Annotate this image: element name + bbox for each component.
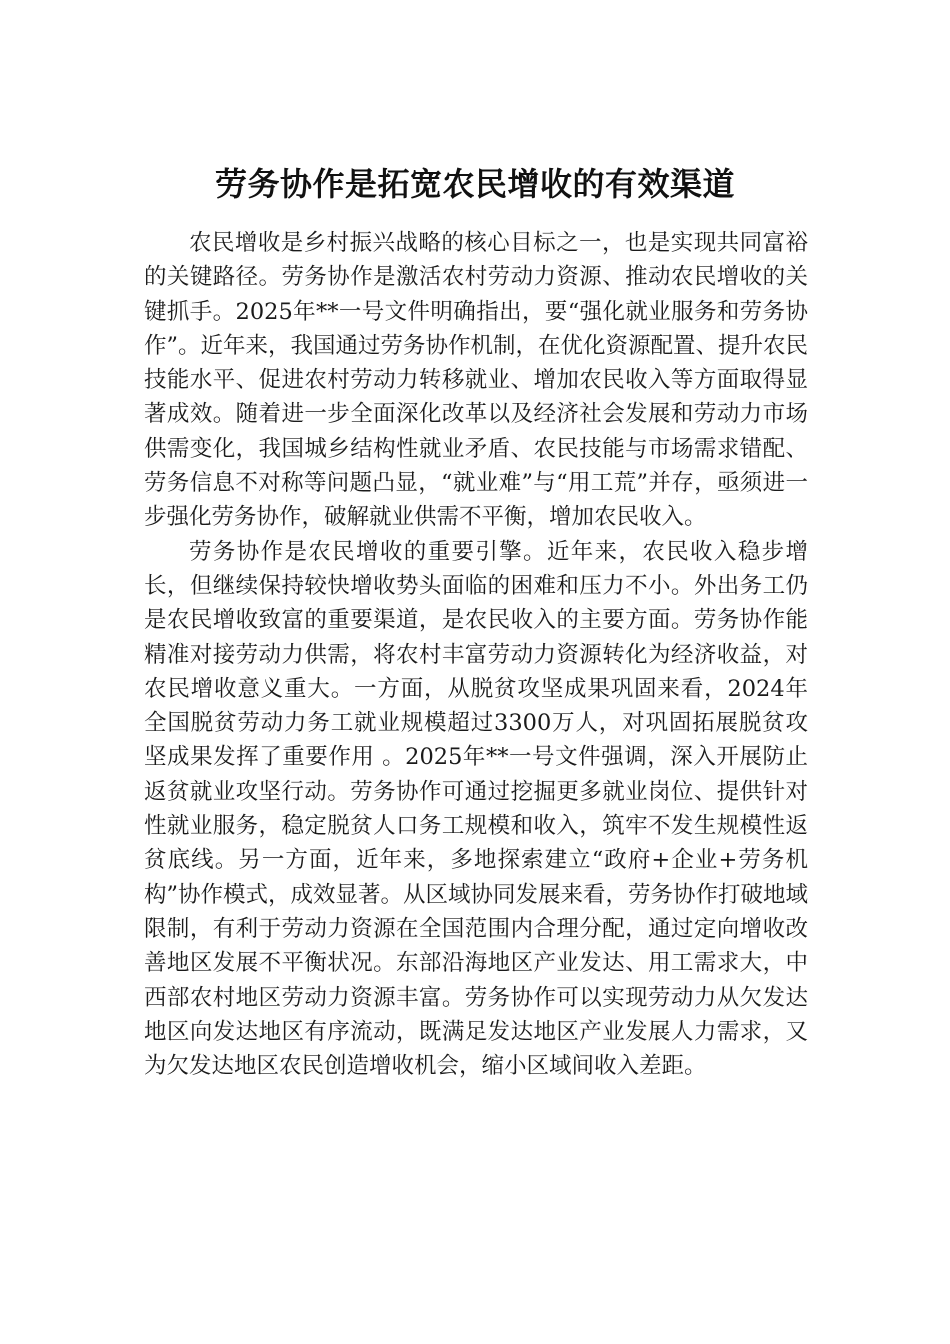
document-body <box>144 226 808 1083</box>
document-title: 劳务协作是拓宽农民增收的有效渠道 <box>214 165 735 203</box>
paragraph: 劳务协作是农民增收的重要引擎。近年来，农民收入稳步增长，但继续保持较快增收势头面临的困难和压力不小。外出务工仍是农民增收致富的重要渠道，是农民收入的主要方面。劳务协作能精准对接劳动力供需，将农村丰富劳动力资源转化为经济收益，对农民增收意义重大。一方面，从脱贫攻坚成果巩固来看，2024年全国脱贫劳动力务工就业规模超过3300万人，对巩固拓展脱贫攻坚成果发挥了重要作用 。2025年**一号文件强调，深入开展防止返贫就业攻坚行动。劳务协作可通过挖掘更多就业岗位、提供针对性就业服务，稳定脱贫人口务工规模和收入，筑牢不发生规模性返贫底线。另一方面，近年来，多地探索建立“政府+企业+劳务机构”协作模式，成效显著。从区域协同发展来看，劳务协作打破地域限制，有利于劳动力资源在全国范围内合理分配，通过定向增收改善地区发展不平衡状况。东部沿海地区产业发达、用工需求大，中西部农村地区劳动力资源丰富。劳务协作可以实现劳动力从欠发达地区向发达地区有序流动，既满足发达地区产业发展人力需求，又为欠发达地区农民创造增收机会，缩小区域间收入差距。 <box>144 538 809 1080</box>
paragraph: 农民增收是乡村振兴战略的核心目标之一，也是实现共同富裕的关键路径。劳务协作是激活农村劳动力资源、推动农民增收的关键抓手。2025年**一号文件明确指出，要“强化就业服务和劳务协作”。近年来，我国通过劳务协作机制，在优化资源配置、提升农民技能水平、促进农村劳动力转移就业、增加农民收入等方面取得显著成效。随着进一步全面深化改革以及经济社会发展和劳动力市场供需变化，我国城乡结构性就业矛盾、农民技能与市场需求错配、劳务信息不对称等问题凸显，“就业难”与“用工荒”并存，亟须进一步强化劳务协作，破解就业供需不平衡，增加农民收入。 <box>144 230 809 531</box>
